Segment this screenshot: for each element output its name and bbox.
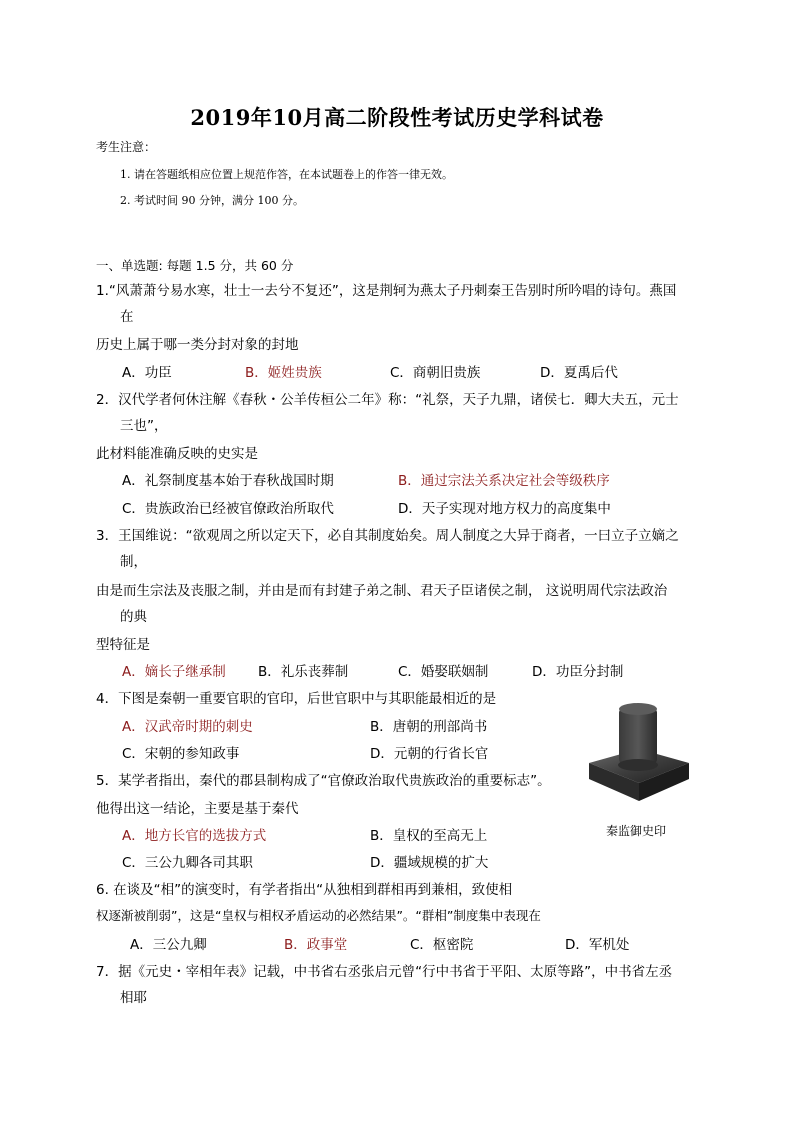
q1-option-d: D．夏禹后代 <box>540 365 618 381</box>
q4-option-c: C．宋朝的参知政事 <box>122 746 240 762</box>
q3-stem-line4: 的典 <box>120 609 147 625</box>
q6-option-b: B．政事堂 <box>284 937 348 953</box>
q3-stem-line3: 由是而生宗法及丧服之制，并由是而有封建子弟之制、君天子臣诸侯之制， 这说明周代宗法政治 <box>96 583 668 599</box>
q1-option-b: B．姬姓贵族 <box>245 365 322 381</box>
q2-stem-line3: 此材料能准确反映的史实是 <box>96 446 258 462</box>
q3-stem-line2: 制， <box>120 554 147 570</box>
q4-option-b: B．唐朝的刑部尚书 <box>370 719 488 735</box>
q5-option-c: C．三公九卿各司其职 <box>122 855 253 871</box>
q2-option-a: A．礼祭制度基本始于春秋战国时期 <box>122 473 334 489</box>
notice-label: 考生注意： <box>96 140 157 154</box>
q3-option-b: B．礼乐丧葬制 <box>258 664 349 680</box>
q7-stem-line1: 7．据《元史・宰相年表》记载，中书省右丞张启元曾“行中书省于平阳、太原等路”，中书省左丞 <box>96 964 673 980</box>
page-title: 2019年10月高二阶段性考试历史学科试卷 <box>190 105 604 130</box>
q6-stem-line2: 权逐渐被削弱”，这是“皇权与相权矛盾运动的必然结果”。“群相”制度集中表现在 <box>96 908 541 923</box>
notice-item-1: 1. 请在答题纸相应位置上规范作答，在本试题卷上的作答一律无效。 <box>120 168 453 181</box>
q3-option-a: A．嫡长子继承制 <box>122 664 226 680</box>
q1-stem-line2: 在 <box>120 309 134 325</box>
q1-option-a: A．功臣 <box>122 365 172 381</box>
q3-option-d: D．功臣分封制 <box>532 664 624 680</box>
q4-option-d: D．元朝的行省长官 <box>370 746 489 762</box>
q4-stem-line1: 4．下图是秦朝一重要官职的官印，后世官职中与其职能最相近的是 <box>96 691 497 707</box>
q5-stem-line2: 他得出这一结论，主要是基于秦代 <box>96 801 299 817</box>
q2-stem-line2: 三也”， <box>120 418 168 434</box>
q2-stem-line1: 2．汉代学者何休注解《春秋・公羊传桓公二年》称：“礼祭，天子九鼎，诸侯七．卿大夫五，元士 <box>96 392 679 408</box>
notice-item-2: 2. 考试时间 90 分钟，满分 100 分。 <box>120 194 304 207</box>
q4-option-a: A．汉武帝时期的刺史 <box>122 719 253 735</box>
q7-stem-line2: 相耶 <box>120 990 147 1006</box>
q6-option-a: A．三公九卿 <box>130 937 207 953</box>
q5-option-d: D．疆域规模的扩大 <box>370 855 489 871</box>
q5-option-b: B．皇权的至高无上 <box>370 828 488 844</box>
q2-option-b: B．通过宗法关系决定社会等级秩序 <box>398 473 610 489</box>
seal-caption: 秦监御史印 <box>606 824 667 838</box>
q2-option-d: D．天子实现对地方权力的高度集中 <box>398 501 611 517</box>
q6-stem-line1: 6. 在谈及“相”的演变时，有学者指出“从独相到群相再到兼相，致使相 <box>96 882 513 898</box>
q1-option-c: C．商朝旧贵族 <box>390 365 481 381</box>
q3-stem-line1: 3．王国维说：“欲观周之所以定天下，必自其制度始矣。周人制度之大异于商者，一曰立子立嫡之 <box>96 528 679 544</box>
q6-option-d: D．军机处 <box>565 937 630 953</box>
q1-stem-line1: 1.“风萧萧兮易水寒，壮士一去兮不复还”，这是荆轲为燕太子丹刺秦王告别时所吟唱的诗句。燕国 <box>96 283 677 299</box>
q3-option-c: C．婚娶联姻制 <box>398 664 489 680</box>
q5-stem-line1: 5．某学者指出，秦代的郡县制构成了“官僚政治取代贵族政治的重要标志”。 <box>96 773 551 789</box>
q1-stem-line3: 历史上属于哪一类分封对象的封地 <box>96 337 299 353</box>
q3-stem-line5: 型特征是 <box>96 637 150 653</box>
q5-option-a: A．地方长官的选拔方式 <box>122 828 267 844</box>
q2-option-c: C．贵族政治已经被官僚政治所取代 <box>122 501 334 517</box>
qin-seal-image <box>585 697 693 807</box>
q6-option-c: C．枢密院 <box>410 937 474 953</box>
section-header: 一、单选题: 每题 1.5 分，共 60 分 <box>96 258 294 273</box>
